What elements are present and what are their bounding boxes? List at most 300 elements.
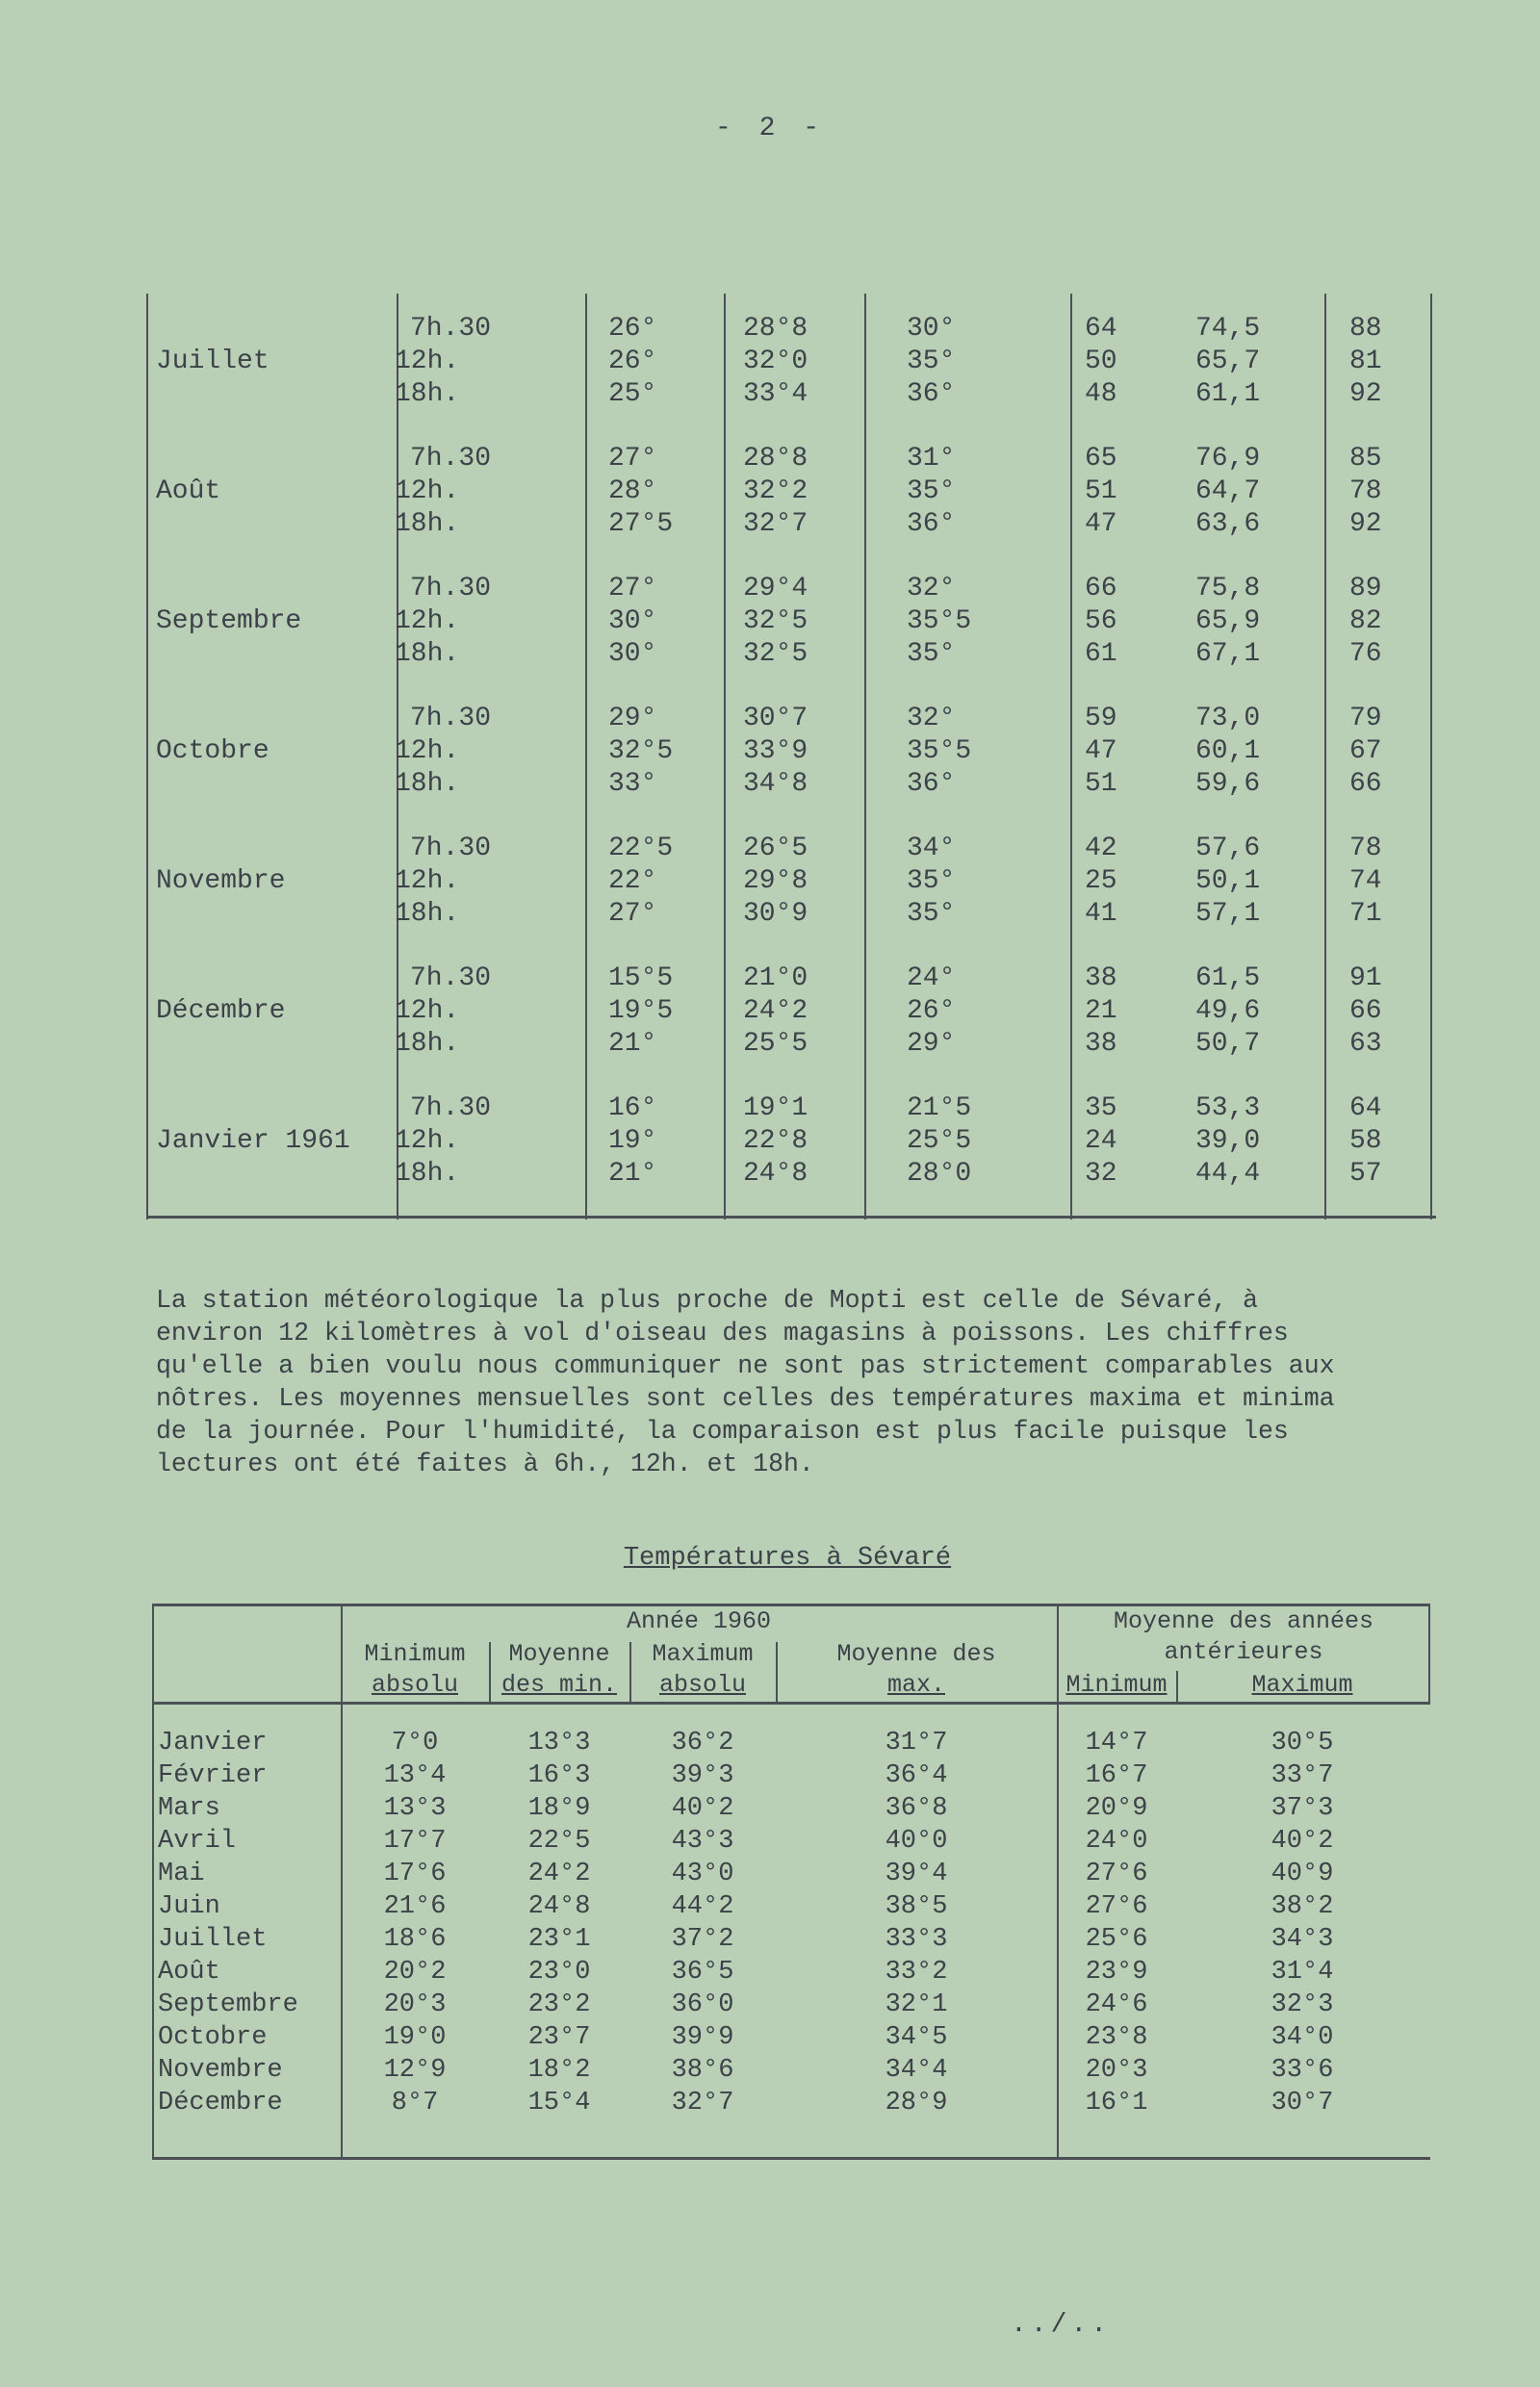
- moyenne-min-cell: 15°4: [527, 2089, 591, 2118]
- value-cell-e: 44,4: [1195, 1159, 1261, 1189]
- prior-max-cell: 31°4: [1270, 1958, 1334, 1987]
- value-cell-f: 67: [1349, 736, 1382, 766]
- moyenne-min-cell: 24°2: [527, 1860, 591, 1888]
- prior-min-cell: 23°9: [1085, 1958, 1148, 1987]
- value-cell-d: 61: [1085, 639, 1117, 669]
- hour-cell: 7h.30: [410, 704, 492, 733]
- value-cell-c: 25°5: [907, 1126, 972, 1156]
- value-cell-a: 30°: [608, 639, 657, 669]
- value-cell-b: 26°5: [743, 834, 808, 863]
- table-row: [146, 573, 1436, 605]
- value-cell-d: 50: [1085, 346, 1117, 376]
- moyenne-max-cell: 36°4: [885, 1761, 948, 1790]
- value-cell-f: 91: [1349, 963, 1382, 993]
- prior-max-cell: 33°6: [1270, 2056, 1334, 2085]
- month-cell: Novembre: [158, 2056, 283, 2085]
- hour-cell: 7h.30: [410, 963, 492, 993]
- value-cell-d: 42: [1085, 834, 1117, 863]
- header-prior-maximum: Maximum: [1251, 1671, 1353, 1699]
- value-cell-a: 26°: [608, 314, 657, 344]
- sevare-table-title-text: Températures à Sévaré: [623, 1544, 952, 1573]
- value-cell-d: 32: [1085, 1159, 1117, 1189]
- prior-max-cell: 34°3: [1270, 1925, 1334, 1954]
- value-cell-f: 85: [1349, 444, 1382, 474]
- value-cell-f: 78: [1349, 476, 1382, 506]
- table-row: [146, 443, 1436, 475]
- header-prior-minimum: Minimum: [1065, 1671, 1168, 1699]
- table-rule: [152, 1702, 1430, 1705]
- value-cell-d: 51: [1085, 476, 1117, 506]
- max-absolu-cell: 32°7: [671, 2089, 734, 2118]
- value-cell-a: 26°: [608, 346, 657, 376]
- min-absolu-cell: 7°0: [391, 1729, 439, 1758]
- moyenne-min-cell: 24°8: [527, 1892, 591, 1921]
- table-row: [146, 898, 1436, 931]
- value-cell-c: 35°: [907, 476, 956, 506]
- header-min-absolu-2: absolu: [371, 1671, 458, 1699]
- header-moyenne-min-2: des min.: [500, 1671, 618, 1699]
- hour-cell: 18h.: [395, 509, 460, 539]
- min-absolu-cell: 12°9: [383, 2056, 447, 2085]
- value-cell-b: 32°7: [743, 509, 808, 539]
- table-rule: [152, 2157, 1430, 2160]
- max-absolu-cell: 43°3: [671, 1827, 734, 1856]
- moyenne-min-cell: 23°0: [527, 1958, 591, 1987]
- value-cell-c: 24°: [907, 963, 956, 993]
- table-row: [152, 1890, 1430, 1923]
- prior-max-cell: 38°2: [1270, 1892, 1334, 1921]
- value-cell-b: 19°1: [743, 1093, 808, 1123]
- value-cell-a: 21°: [608, 1159, 657, 1189]
- value-cell-c: 26°: [907, 996, 956, 1026]
- table-row: [146, 346, 1436, 378]
- hour-cell: 18h.: [395, 639, 460, 669]
- value-cell-e: 57,6: [1195, 834, 1261, 863]
- hour-cell: 12h.: [395, 736, 460, 766]
- value-cell-d: 25: [1085, 866, 1117, 896]
- paragraph-line: nôtres. Les moyennes mensuelles sont celles des températures maxima et minima: [156, 1384, 1335, 1413]
- value-cell-a: 27°: [608, 899, 657, 929]
- value-cell-e: 75,8: [1195, 574, 1261, 603]
- table-row: [146, 833, 1436, 865]
- hour-cell: 7h.30: [410, 834, 492, 863]
- value-cell-d: 51: [1085, 769, 1117, 799]
- moyenne-max-cell: 28°9: [885, 2089, 948, 2118]
- value-cell-e: 59,6: [1195, 769, 1261, 799]
- value-cell-c: 31°: [907, 444, 956, 474]
- table-row: [146, 865, 1436, 898]
- hour-cell: 18h.: [395, 1029, 460, 1059]
- max-absolu-cell: 44°2: [671, 1892, 734, 1921]
- table-row: [146, 995, 1436, 1028]
- value-cell-e: 39,0: [1195, 1126, 1261, 1156]
- hour-cell: 12h.: [395, 476, 460, 506]
- min-absolu-cell: 18°6: [383, 1925, 447, 1954]
- table-row: [146, 703, 1436, 735]
- hour-cell: 18h.: [395, 769, 460, 799]
- value-cell-f: 81: [1349, 346, 1382, 376]
- month-cell: Juin: [158, 1892, 220, 1921]
- min-absolu-cell: 20°3: [383, 1990, 447, 2019]
- value-cell-b: 33°9: [743, 736, 808, 766]
- value-cell-d: 47: [1085, 509, 1117, 539]
- max-absolu-cell: 40°2: [671, 1794, 734, 1823]
- header-moyenne-max-2: max.: [886, 1671, 945, 1699]
- value-cell-a: 27°: [608, 444, 657, 474]
- table-row: [146, 638, 1436, 671]
- moyenne-max-cell: 40°0: [885, 1827, 948, 1856]
- value-cell-a: 19°5: [608, 996, 674, 1026]
- max-absolu-cell: 36°2: [671, 1729, 734, 1758]
- value-cell-b: 34°8: [743, 769, 808, 799]
- value-cell-a: 22°5: [608, 834, 674, 863]
- hour-cell: 18h.: [395, 379, 460, 409]
- moyenne-max-cell: 33°2: [885, 1958, 948, 1987]
- value-cell-c: 36°: [907, 379, 956, 409]
- value-cell-c: 32°: [907, 704, 956, 733]
- table-row: [152, 1825, 1430, 1858]
- value-cell-f: 57: [1349, 1159, 1382, 1189]
- hour-cell: 12h.: [395, 996, 460, 1026]
- value-cell-f: 64: [1349, 1093, 1382, 1123]
- table-row: [152, 2054, 1430, 2087]
- month-label: Juillet: [156, 346, 270, 376]
- month-cell: Février: [158, 1761, 268, 1790]
- prior-max-cell: 40°9: [1270, 1860, 1334, 1888]
- hour-cell: 12h.: [395, 346, 460, 376]
- value-cell-c: 35°: [907, 899, 956, 929]
- min-absolu-cell: 13°4: [383, 1761, 447, 1790]
- table-row: [146, 768, 1436, 801]
- value-cell-d: 21: [1085, 996, 1117, 1026]
- value-cell-f: 74: [1349, 866, 1382, 896]
- value-cell-a: 27°: [608, 574, 657, 603]
- value-cell-c: 35°5: [907, 606, 972, 636]
- value-cell-c: 28°0: [907, 1159, 972, 1189]
- value-cell-e: 61,5: [1195, 963, 1261, 993]
- month-cell: Mai: [158, 1860, 205, 1888]
- value-cell-f: 89: [1349, 574, 1382, 603]
- value-cell-a: 15°5: [608, 963, 674, 993]
- hour-cell: 7h.30: [410, 444, 492, 474]
- prior-max-cell: 30°7: [1270, 2089, 1334, 2118]
- prior-min-cell: 24°0: [1085, 1827, 1148, 1856]
- value-cell-e: 73,0: [1195, 704, 1261, 733]
- moyenne-max-cell: 32°1: [885, 1990, 948, 2019]
- table-row: [152, 1989, 1430, 2021]
- value-cell-b: 22°8: [743, 1126, 808, 1156]
- prior-max-cell: 33°7: [1270, 1761, 1334, 1790]
- table-row: [146, 735, 1436, 768]
- value-cell-a: 28°: [608, 476, 657, 506]
- prior-min-cell: 25°6: [1085, 1925, 1148, 1954]
- prior-min-cell: 16°1: [1085, 2089, 1148, 2118]
- value-cell-f: 66: [1349, 996, 1382, 1026]
- value-cell-a: 19°: [608, 1126, 657, 1156]
- header-prior-years: Moyenne des années: [1113, 1607, 1374, 1635]
- value-cell-d: 41: [1085, 899, 1117, 929]
- value-cell-e: 64,7: [1195, 476, 1261, 506]
- value-cell-b: 32°2: [743, 476, 808, 506]
- value-cell-b: 30°9: [743, 899, 808, 929]
- prior-min-cell: 16°7: [1085, 1761, 1148, 1790]
- table-row: [152, 1792, 1430, 1825]
- value-cell-c: 35°5: [907, 736, 972, 766]
- value-cell-a: 16°: [608, 1093, 657, 1123]
- table-row: [146, 1158, 1436, 1191]
- value-cell-b: 29°4: [743, 574, 808, 603]
- prior-min-cell: 20°3: [1085, 2056, 1148, 2085]
- month-cell: Décembre: [158, 2089, 283, 2118]
- moyenne-max-cell: 31°7: [885, 1729, 948, 1758]
- value-cell-e: 60,1: [1195, 736, 1261, 766]
- table-row: [146, 508, 1436, 541]
- value-cell-e: 76,9: [1195, 444, 1261, 474]
- value-cell-c: 29°: [907, 1029, 956, 1059]
- paragraph-line: environ 12 kilomètres à vol d'oiseau des magasins à poissons. Les chiffres: [156, 1319, 1289, 1348]
- sevare-station-paragraph: [156, 1284, 1465, 1480]
- moyenne-max-cell: 38°5: [885, 1892, 948, 1921]
- moyenne-min-cell: 18°2: [527, 2056, 591, 2085]
- value-cell-b: 29°8: [743, 866, 808, 896]
- month-cell: Mars: [158, 1794, 220, 1823]
- hour-cell: 7h.30: [410, 574, 492, 603]
- header-max-absolu-2: absolu: [658, 1671, 746, 1699]
- table-row: [152, 1727, 1430, 1759]
- value-cell-a: 30°: [608, 606, 657, 636]
- moyenne-max-cell: 36°8: [885, 1794, 948, 1823]
- month-cell: Janvier: [158, 1729, 268, 1758]
- max-absolu-cell: 36°0: [671, 1990, 734, 2019]
- value-cell-e: 61,1: [1195, 379, 1261, 409]
- value-cell-b: 21°0: [743, 963, 808, 993]
- header-max-absolu: Maximum: [652, 1640, 754, 1668]
- value-cell-b: 32°5: [743, 639, 808, 669]
- value-cell-d: 35: [1085, 1093, 1117, 1123]
- value-cell-a: 22°: [608, 866, 657, 896]
- value-cell-e: 65,9: [1195, 606, 1261, 636]
- moyenne-min-cell: 23°7: [527, 2023, 591, 2052]
- value-cell-e: 50,7: [1195, 1029, 1261, 1059]
- prior-max-cell: 40°2: [1270, 1827, 1334, 1856]
- paragraph-line: La station météorologique la plus proche de Mopti est celle de Sévaré, à: [156, 1286, 1258, 1315]
- table-row: [146, 313, 1436, 346]
- header-moyenne-max: Moyenne des: [836, 1640, 996, 1668]
- paragraph-line: lectures ont été faites à 6h., 12h. et 18h.: [156, 1450, 814, 1478]
- table-row: [152, 2021, 1430, 2054]
- value-cell-b: 33°4: [743, 379, 808, 409]
- value-cell-f: 63: [1349, 1029, 1382, 1059]
- value-cell-b: 32°5: [743, 606, 808, 636]
- value-cell-f: 66: [1349, 769, 1382, 799]
- page-number: - 2 -: [714, 114, 825, 143]
- moyenne-min-cell: 23°2: [527, 1990, 591, 2019]
- value-cell-f: 88: [1349, 314, 1382, 344]
- value-cell-d: 47: [1085, 736, 1117, 766]
- value-cell-e: 57,1: [1195, 899, 1261, 929]
- value-cell-e: 65,7: [1195, 346, 1261, 376]
- value-cell-c: 36°: [907, 509, 956, 539]
- month-cell: Juillet: [158, 1925, 268, 1954]
- prior-max-cell: 37°3: [1270, 1794, 1334, 1823]
- moyenne-max-cell: 33°3: [885, 1925, 948, 1954]
- month-label: Janvier 1961: [156, 1126, 350, 1156]
- month-cell: Octobre: [158, 2023, 268, 2052]
- table-row: [146, 1092, 1436, 1125]
- min-absolu-cell: 17°6: [383, 1860, 447, 1888]
- max-absolu-cell: 39°9: [671, 2023, 734, 2052]
- moyenne-min-cell: 16°3: [527, 1761, 591, 1790]
- table-rule: [152, 1604, 1430, 1606]
- prior-min-cell: 27°6: [1085, 1892, 1148, 1921]
- prior-min-cell: 24°6: [1085, 1990, 1148, 2019]
- moyenne-min-cell: 22°5: [527, 1827, 591, 1856]
- paragraph-line: de la journée. Pour l'humidité, la comparaison est plus facile puisque les: [156, 1417, 1289, 1446]
- value-cell-f: 79: [1349, 704, 1382, 733]
- value-cell-d: 65: [1085, 444, 1117, 474]
- month-label: Octobre: [156, 736, 270, 766]
- month-label: Novembre: [156, 866, 286, 896]
- value-cell-c: 35°: [907, 639, 956, 669]
- month-cell: Août: [158, 1958, 220, 1987]
- value-cell-d: 59: [1085, 704, 1117, 733]
- table-row: [146, 378, 1436, 411]
- moyenne-max-cell: 34°4: [885, 2056, 948, 2085]
- value-cell-b: 24°8: [743, 1159, 808, 1189]
- max-absolu-cell: 43°0: [671, 1860, 734, 1888]
- table-row: [146, 605, 1436, 638]
- header-prior-years-2: antérieures: [1164, 1638, 1323, 1666]
- value-cell-d: 66: [1085, 574, 1117, 603]
- moyenne-min-cell: 23°1: [527, 1925, 591, 1954]
- table-row: [146, 1125, 1436, 1158]
- hour-cell: 12h.: [395, 866, 460, 896]
- table-rule: [146, 1216, 1436, 1219]
- max-absolu-cell: 39°3: [671, 1761, 734, 1790]
- month-cell: Avril: [158, 1827, 237, 1856]
- value-cell-e: 49,6: [1195, 996, 1261, 1026]
- value-cell-c: 30°: [907, 314, 956, 344]
- max-absolu-cell: 37°2: [671, 1925, 734, 1954]
- table-row: [152, 2087, 1430, 2119]
- min-absolu-cell: 8°7: [391, 2089, 439, 2118]
- moyenne-max-cell: 39°4: [885, 1860, 948, 1888]
- value-cell-c: 34°: [907, 834, 956, 863]
- value-cell-a: 21°: [608, 1029, 657, 1059]
- min-absolu-cell: 19°0: [383, 2023, 447, 2052]
- value-cell-c: 35°: [907, 866, 956, 896]
- min-absolu-cell: 21°6: [383, 1892, 447, 1921]
- moyenne-min-cell: 18°9: [527, 1794, 591, 1823]
- hour-cell: 18h.: [395, 1159, 460, 1189]
- value-cell-d: 56: [1085, 606, 1117, 636]
- table-row: [146, 1028, 1436, 1061]
- header-moyenne-min: Moyenne: [508, 1640, 610, 1668]
- value-cell-c: 32°: [907, 574, 956, 603]
- table-row: [146, 962, 1436, 995]
- value-cell-d: 48: [1085, 379, 1117, 409]
- hour-cell: 7h.30: [410, 314, 492, 344]
- value-cell-f: 92: [1349, 379, 1382, 409]
- max-absolu-cell: 36°5: [671, 1958, 734, 1987]
- month-cell: Septembre: [158, 1990, 298, 2019]
- hour-cell: 7h.30: [410, 1093, 492, 1123]
- min-absolu-cell: 17°7: [383, 1827, 447, 1856]
- moyenne-min-cell: 13°3: [527, 1729, 591, 1758]
- table-row: [146, 475, 1436, 508]
- value-cell-e: 53,3: [1195, 1093, 1261, 1123]
- value-cell-d: 38: [1085, 963, 1117, 993]
- value-cell-c: 35°: [907, 346, 956, 376]
- prior-max-cell: 32°3: [1270, 1990, 1334, 2019]
- table-row: [152, 1858, 1430, 1890]
- value-cell-f: 78: [1349, 834, 1382, 863]
- month-label: Août: [156, 476, 221, 506]
- value-cell-d: 64: [1085, 314, 1117, 344]
- value-cell-f: 71: [1349, 899, 1382, 929]
- monthly-observations-table: [146, 294, 1436, 1219]
- prior-max-cell: 30°5: [1270, 1729, 1334, 1758]
- moyenne-max-cell: 34°5: [885, 2023, 948, 2052]
- value-cell-c: 36°: [907, 769, 956, 799]
- prior-min-cell: 23°8: [1085, 2023, 1148, 2052]
- hour-cell: 12h.: [395, 1126, 460, 1156]
- continuation-mark: ../..: [1011, 2310, 1112, 2340]
- value-cell-a: 25°: [608, 379, 657, 409]
- header-min-absolu: Minimum: [364, 1640, 466, 1668]
- table-row: [152, 1923, 1430, 1956]
- value-cell-b: 28°8: [743, 314, 808, 344]
- table-row: [152, 1759, 1430, 1792]
- value-cell-e: 63,6: [1195, 509, 1261, 539]
- prior-min-cell: 20°9: [1085, 1794, 1148, 1823]
- value-cell-a: 32°5: [608, 736, 674, 766]
- hour-cell: 12h.: [395, 606, 460, 636]
- sevare-table-title: [0, 1544, 1540, 1573]
- value-cell-b: 32°0: [743, 346, 808, 376]
- value-cell-e: 74,5: [1195, 314, 1261, 344]
- table-row: [152, 1956, 1430, 1989]
- min-absolu-cell: 20°2: [383, 1958, 447, 1987]
- value-cell-b: 24°2: [743, 996, 808, 1026]
- value-cell-e: 67,1: [1195, 639, 1261, 669]
- max-absolu-cell: 38°6: [671, 2056, 734, 2085]
- month-label: Septembre: [156, 606, 302, 636]
- value-cell-b: 28°8: [743, 444, 808, 474]
- value-cell-b: 30°7: [743, 704, 808, 733]
- value-cell-e: 50,1: [1195, 866, 1261, 896]
- value-cell-c: 21°5: [907, 1093, 972, 1123]
- value-cell-b: 25°5: [743, 1029, 808, 1059]
- value-cell-f: 76: [1349, 639, 1382, 669]
- paragraph-line: qu'elle a bien voulu nous communiquer ne sont pas strictement comparables aux: [156, 1351, 1335, 1380]
- value-cell-d: 24: [1085, 1126, 1117, 1156]
- value-cell-f: 58: [1349, 1126, 1382, 1156]
- value-cell-a: 27°5: [608, 509, 674, 539]
- header-year-1960: Année 1960: [626, 1607, 772, 1635]
- value-cell-a: 33°: [608, 769, 657, 799]
- month-label: Décembre: [156, 996, 286, 1026]
- min-absolu-cell: 13°3: [383, 1794, 447, 1823]
- value-cell-d: 38: [1085, 1029, 1117, 1059]
- value-cell-f: 92: [1349, 509, 1382, 539]
- prior-max-cell: 34°0: [1270, 2023, 1334, 2052]
- prior-min-cell: 14°7: [1085, 1729, 1148, 1758]
- value-cell-a: 29°: [608, 704, 657, 733]
- hour-cell: 18h.: [395, 899, 460, 929]
- sevare-temperatures-table: [152, 1604, 1430, 2162]
- prior-min-cell: 27°6: [1085, 1860, 1148, 1888]
